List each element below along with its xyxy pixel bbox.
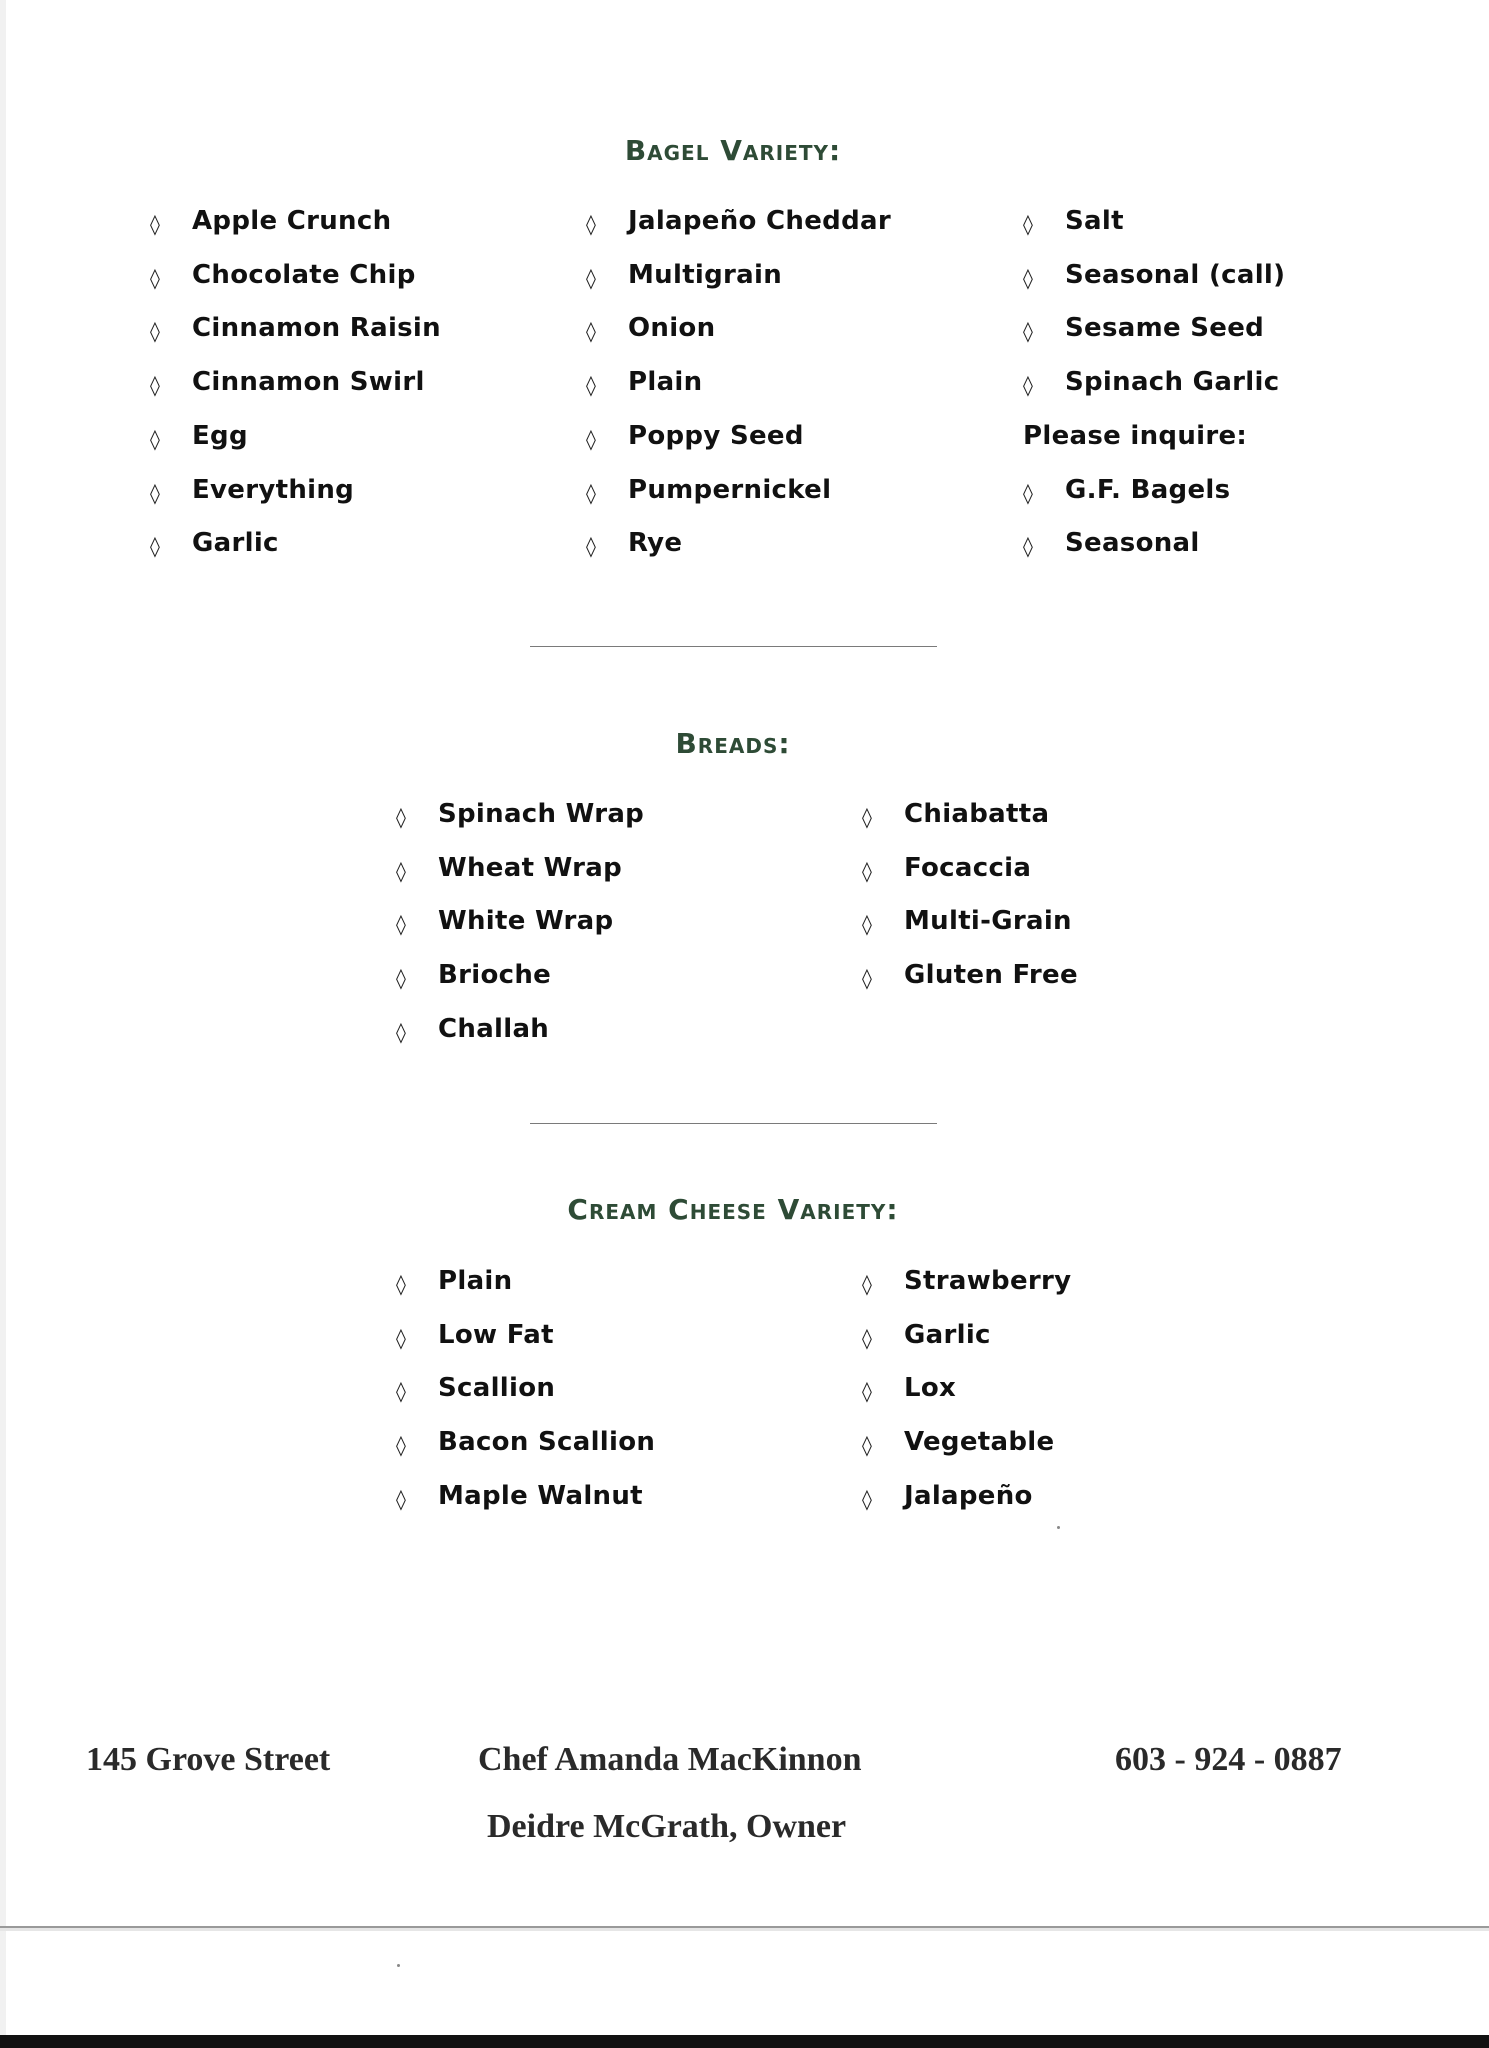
diamond-bullet-icon: ◊ xyxy=(396,1486,406,1511)
list-item-label: Brioche xyxy=(438,960,552,991)
list-item-label: Apple Crunch xyxy=(192,206,392,236)
scan-speck xyxy=(1057,1526,1060,1529)
list-item-label: Challah xyxy=(438,1013,550,1044)
diamond-bullet-icon: ◊ xyxy=(396,858,406,883)
scan-speck xyxy=(397,1964,400,1967)
diamond-bullet-icon: ◊ xyxy=(150,265,160,290)
list-item-label: Egg xyxy=(192,420,248,451)
cream-cheese-heading: Cream Cheese Variety: xyxy=(567,1193,899,1226)
list-item-label: Plain xyxy=(628,367,703,398)
diamond-bullet-icon: ◊ xyxy=(586,265,596,290)
list-item-label: Focaccia xyxy=(904,852,1032,883)
diamond-bullet-icon: ◊ xyxy=(586,212,596,236)
diamond-bullet-icon: ◊ xyxy=(862,966,872,991)
list-item-label: Garlic xyxy=(904,1319,991,1350)
diamond-bullet-icon: ◊ xyxy=(150,319,160,344)
diamond-bullet-icon: ◊ xyxy=(862,1433,872,1458)
scan-bottom-band xyxy=(0,2035,1489,2048)
section-divider xyxy=(530,646,937,647)
diamond-bullet-icon: ◊ xyxy=(862,1379,872,1404)
diamond-bullet-icon: ◊ xyxy=(586,426,596,451)
diamond-bullet-icon: ◊ xyxy=(150,480,160,505)
diamond-bullet-icon: ◊ xyxy=(586,319,596,344)
diamond-bullet-icon: ◊ xyxy=(1023,373,1033,398)
diamond-bullet-icon: ◊ xyxy=(862,1325,872,1350)
diamond-bullet-icon: ◊ xyxy=(150,426,160,451)
diamond-bullet-icon: ◊ xyxy=(396,1325,406,1350)
breads-heading: Breads: xyxy=(675,727,791,760)
page-bottom-shadow xyxy=(0,1928,1489,1931)
diamond-bullet-icon: ◊ xyxy=(396,805,406,829)
diamond-bullet-icon: ◊ xyxy=(1023,480,1033,505)
diamond-bullet-icon: ◊ xyxy=(862,858,872,883)
footer-chef: Chef Amanda MacKinnon xyxy=(478,1741,862,1778)
diamond-bullet-icon: ◊ xyxy=(396,1272,406,1296)
list-item-label: Everything xyxy=(192,474,355,505)
list-item-label: Bacon Scallion xyxy=(438,1427,656,1458)
list-item-label: Poppy Seed xyxy=(628,420,804,451)
diamond-bullet-icon: ◊ xyxy=(586,373,596,398)
list-item-label: Garlic xyxy=(192,528,279,559)
diamond-bullet-icon: ◊ xyxy=(1023,265,1033,290)
bagel-variety-heading: Bagel Variety: xyxy=(624,134,842,167)
list-item-label: Low Fat xyxy=(438,1319,554,1350)
list-item-label: Lox xyxy=(904,1373,957,1404)
list-item-label: Sesame Seed xyxy=(1065,313,1265,344)
footer-phone: 603 - 924 - 0887 xyxy=(1115,1741,1342,1778)
diamond-bullet-icon: ◊ xyxy=(150,212,160,236)
list-item-label: Jalapeño Cheddar xyxy=(628,206,891,236)
footer-address: 145 Grove Street xyxy=(86,1741,331,1778)
list-item-label: Seasonal (call) xyxy=(1065,259,1286,290)
list-item-label: Scallion xyxy=(438,1373,556,1404)
diamond-bullet-icon: ◊ xyxy=(862,912,872,937)
list-item-label: Onion xyxy=(628,313,716,344)
diamond-bullet-icon: ◊ xyxy=(1023,534,1033,559)
list-item-label: Plain xyxy=(438,1266,513,1296)
diamond-bullet-icon: ◊ xyxy=(862,1272,872,1296)
list-item-label: Multigrain xyxy=(628,259,783,290)
list-item-label: White Wrap xyxy=(438,906,614,937)
diamond-bullet-icon: ◊ xyxy=(1023,212,1033,236)
list-item-label: Wheat Wrap xyxy=(438,852,623,883)
diamond-bullet-icon: ◊ xyxy=(862,1486,872,1511)
diamond-bullet-icon: ◊ xyxy=(396,1433,406,1458)
list-item-label: Spinach Wrap xyxy=(438,799,645,829)
list-item-label: Seasonal xyxy=(1065,528,1200,559)
section-divider xyxy=(530,1123,937,1124)
list-item-label: Strawberry xyxy=(904,1266,1072,1296)
diamond-bullet-icon: ◊ xyxy=(586,480,596,505)
diamond-bullet-icon: ◊ xyxy=(1023,319,1033,344)
diamond-bullet-icon: ◊ xyxy=(396,1379,406,1404)
diamond-bullet-icon: ◊ xyxy=(396,1019,406,1044)
diamond-bullet-icon: ◊ xyxy=(586,534,596,559)
list-item-label: Vegetable xyxy=(904,1427,1055,1458)
list-item-label: Rye xyxy=(628,528,683,559)
list-item-label: G.F. Bagels xyxy=(1065,474,1231,505)
diamond-bullet-icon: ◊ xyxy=(862,805,872,829)
list-item-label: Chiabatta xyxy=(904,799,1050,829)
footer-owner: Deidre McGrath, Owner xyxy=(487,1808,847,1845)
diamond-bullet-icon: ◊ xyxy=(396,912,406,937)
list-item-label: Salt xyxy=(1065,206,1124,236)
inquire-label: Please inquire: xyxy=(1023,420,1248,451)
page-left-edge xyxy=(0,0,6,2035)
list-item-label: Maple Walnut xyxy=(438,1480,643,1511)
list-item-label: Chocolate Chip xyxy=(192,259,416,290)
diamond-bullet-icon: ◊ xyxy=(150,534,160,559)
diamond-bullet-icon: ◊ xyxy=(150,373,160,398)
list-item-label: Jalapeño xyxy=(904,1480,1033,1511)
diamond-bullet-icon: ◊ xyxy=(396,966,406,991)
list-item-label: Gluten Free xyxy=(904,960,1078,991)
list-item-label: Cinnamon Raisin xyxy=(192,313,441,344)
list-item-label: Pumpernickel xyxy=(628,474,832,505)
list-item-label: Multi-Grain xyxy=(904,906,1072,937)
list-item-label: Spinach Garlic xyxy=(1065,367,1280,398)
list-item-label: Cinnamon Swirl xyxy=(192,367,425,398)
